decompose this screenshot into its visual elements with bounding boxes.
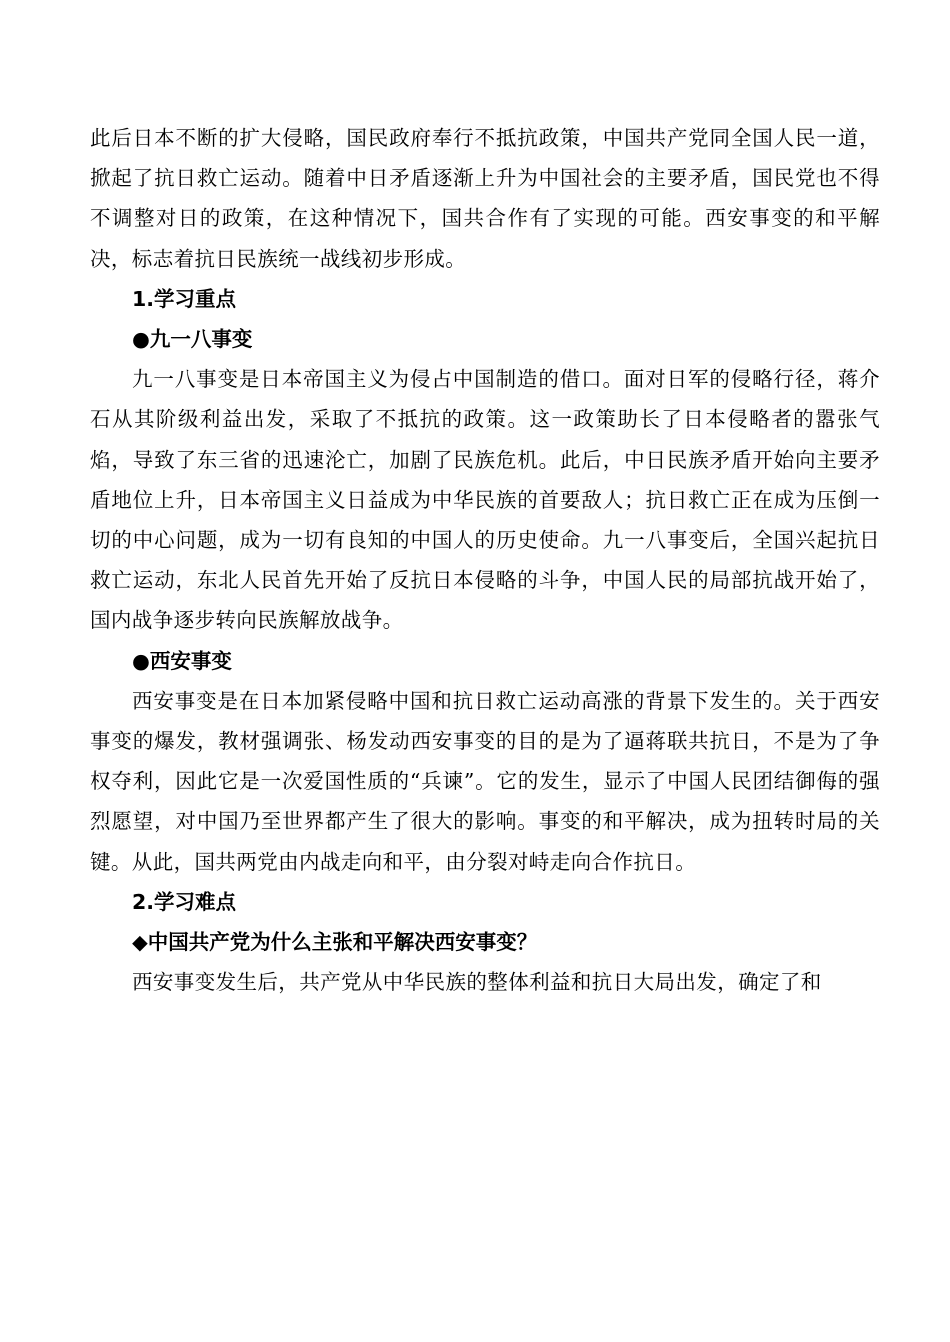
intro-paragraph: 此后日本不断的扩大侵略，国民政府奉行不抵抗政策，中国共产党同全国人民一道，掀起了抗日救亡运动。随着中日矛盾逐渐上升为中国社会的主要矛盾，国民党也不得不调整对日的政策，在这种情况下，国共合作有了实现的可能。西安事变的和平解决，标志着抗日民族统一战线初步形成。 (90, 126, 880, 271)
section-heading-key-points: 1.学习重点 (132, 286, 237, 311)
topic-heading-xian-incident: ●西安事变 (132, 648, 232, 673)
section-heading-difficult-points: 2.学习难点 (132, 889, 237, 914)
question-heading-peaceful-resolution: ◆中国共产党为什么主张和平解决西安事变？ (132, 930, 538, 955)
topic-heading-918-incident: ●九一八事变 (132, 327, 253, 352)
document-body (90, 118, 880, 1002)
question-paragraph-peaceful-resolution: 西安事变发生后，共产党从中华民族的整体利益和抗日大局出发，确定了和 (132, 970, 822, 995)
topic-paragraph-xian-incident: 西安事变是在日本加紧侵略中国和抗日救亡运动高涨的背景下发生的。关于西安事变的爆发，教材强调张、杨发动西安事变的目的是为了逼蒋联共抗日，不是为了争权夺利，因此它是一次爱国性质的“兵谏”。它的发生，显示了中国人民团结御侮的强烈愿望，对中国乃至世界都产生了很大的影响。事变的和平解决，成为扭转时局的关键。从此，国共两党由内战走向和平，由分裂对峙走向合作抗日。 (90, 688, 880, 874)
topic-paragraph-918-incident: 九一八事变是日本帝国主义为侵占中国制造的借口。面对日军的侵略行径，蒋介石从其阶级利益出发，采取了不抵抗的政策。这一政策助长了日本侵略者的嚣张气焰，导致了东三省的迅速沦亡，加剧了民族危机。此后，中日民族矛盾开始向主要矛盾地位上升，日本帝国主义日益成为中华民族的首要敌人；抗日救亡正在成为压倒一切的中心问题，成为一切有良知的中国人的历史使命。九一八事变后，全国兴起抗日救亡运动，东北人民首先开始了反抗日本侵略的斗争，中国人民的局部抗战开始了，国内战争逐步转向民族解放战争。 (90, 367, 880, 633)
